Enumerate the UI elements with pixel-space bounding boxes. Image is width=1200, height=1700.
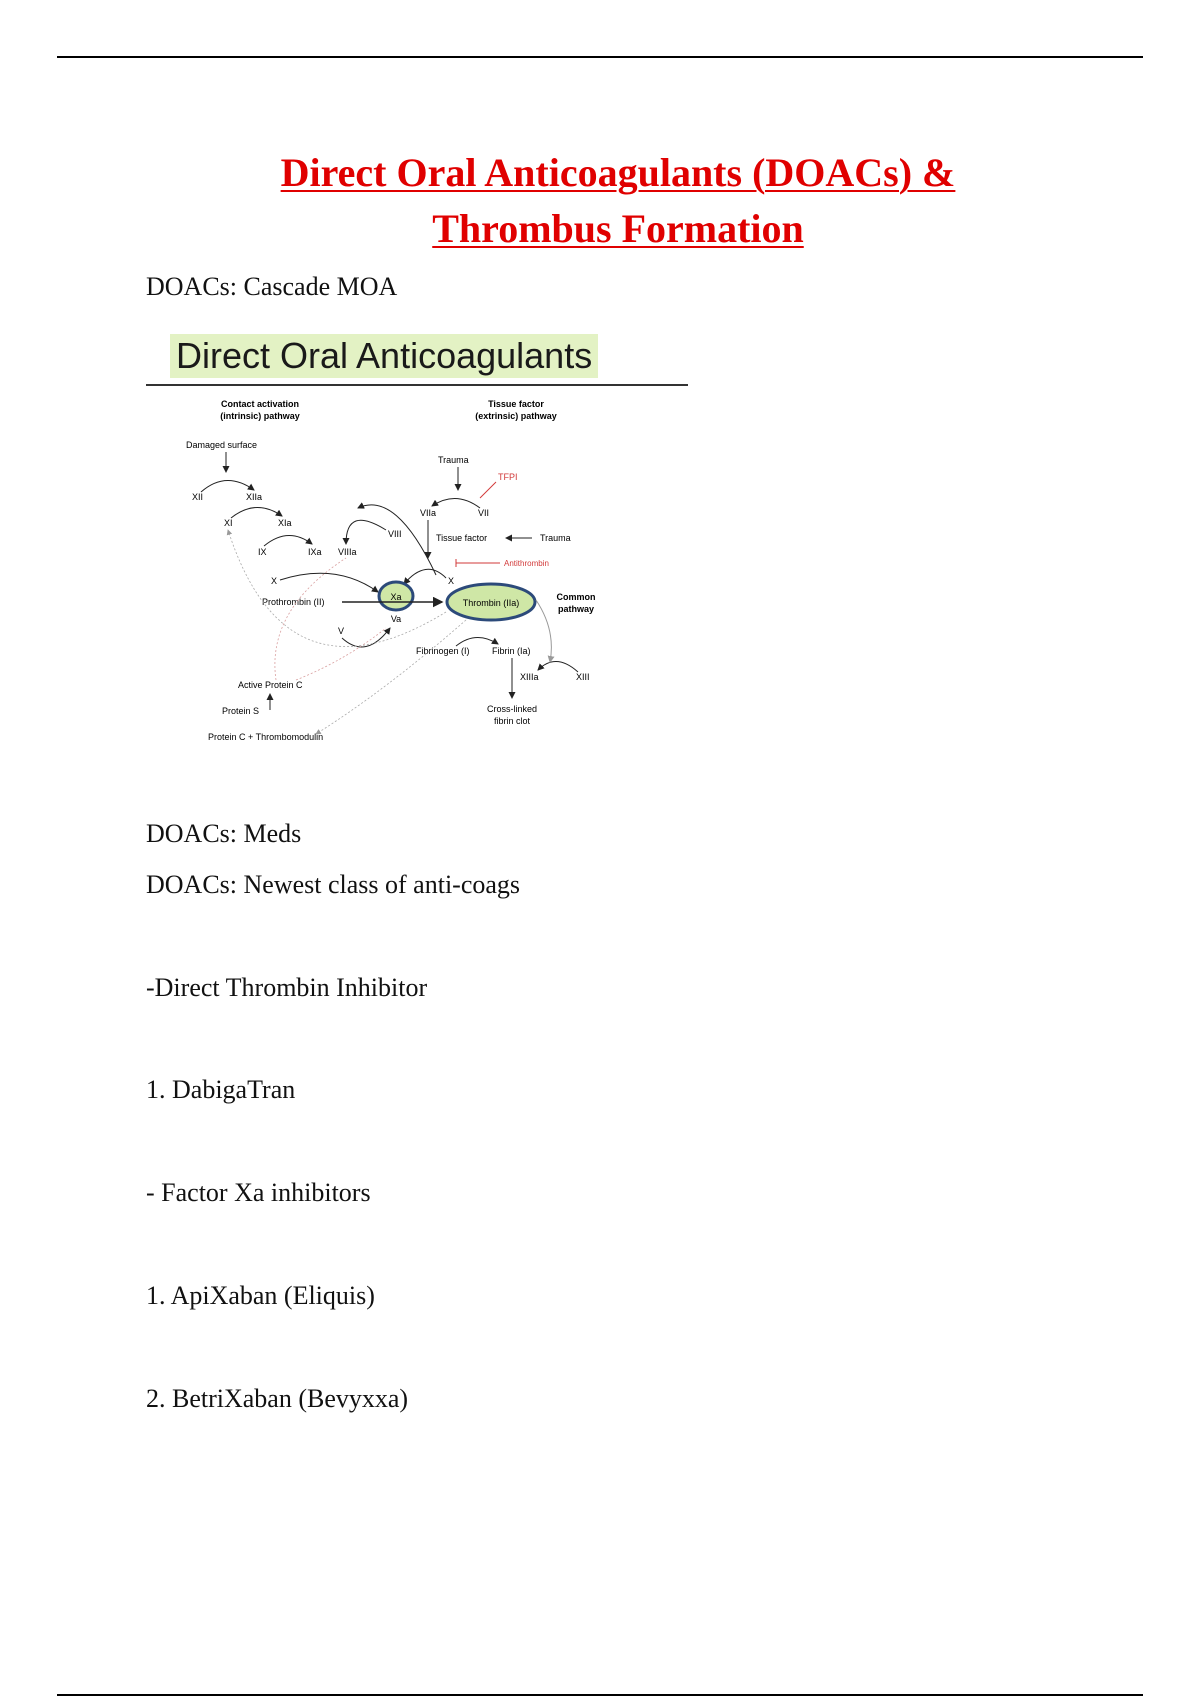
label-active-protein-c: Active Protein C xyxy=(238,680,303,690)
label-x-left: X xyxy=(271,576,278,586)
feedback-thrombin-pc xyxy=(316,620,466,734)
label-intrinsic-2: (intrinsic) pathway xyxy=(220,411,300,421)
label-damaged-surface: Damaged surface xyxy=(186,440,258,450)
arrow-xiii-xiiia xyxy=(538,661,578,672)
label-thrombin: Thrombin (IIa) xyxy=(462,598,520,608)
figure-title: Direct Oral Anticoagulants xyxy=(170,334,598,378)
label-trauma-2: Trauma xyxy=(540,533,571,543)
title-line-2: Thrombus Formation xyxy=(432,206,804,251)
label-common-1: Common xyxy=(556,592,596,602)
label-x-right: X xyxy=(448,576,455,586)
label-viia: VIIa xyxy=(420,508,437,518)
label-tfpi: TFPI xyxy=(498,472,518,482)
label-ixa: IXa xyxy=(308,547,322,557)
arrow-xi-xia xyxy=(231,507,282,518)
label-fibrin: Fibrin (Ia) xyxy=(492,646,531,656)
label-trauma-1: Trauma xyxy=(438,455,469,465)
label-xa: Xa xyxy=(390,592,402,602)
page-title xyxy=(0,145,1200,257)
label-xi: XI xyxy=(224,518,233,528)
label-extrinsic-2: (extrinsic) pathway xyxy=(475,411,557,421)
label-v: V xyxy=(338,626,345,636)
label-xia: XIa xyxy=(278,518,292,528)
dti-heading: -Direct Thrombin Inhibitor xyxy=(146,973,428,1002)
arrow-xii-xiia xyxy=(201,480,254,492)
label-crosslinked-1: Cross-linked xyxy=(486,704,538,714)
title-line-1: Direct Oral Anticoagulants (DOACs) & xyxy=(280,150,956,195)
label-viii: VIII xyxy=(388,529,402,539)
label-extrinsic-1: Tissue factor xyxy=(488,399,544,409)
bottom-rule xyxy=(57,1694,1143,1696)
dti-item-1: 1. DabigaTran xyxy=(146,1075,296,1104)
label-tissue-factor: Tissue factor xyxy=(436,533,488,543)
label-antithrombin: Antithrombin xyxy=(504,559,549,568)
arrow-vii-viia xyxy=(432,498,480,508)
label-vii: VII xyxy=(478,508,490,518)
top-rule xyxy=(57,56,1143,58)
label-intrinsic-1: Contact activation xyxy=(220,399,300,409)
inhibit-apc-viiia xyxy=(275,558,346,680)
label-xiia: XIIa xyxy=(246,492,263,502)
newest-class-text: DOACs: Newest class of anti-coags xyxy=(146,870,521,899)
cascade-diagram xyxy=(146,330,691,750)
label-xii: XII xyxy=(192,492,204,502)
arrow-ix-ixa xyxy=(264,535,312,546)
label-protein-s: Protein S xyxy=(222,706,260,716)
label-xiii: XIII xyxy=(576,672,590,682)
inhibit-tfpi xyxy=(480,482,496,498)
arrow-viii-viiia xyxy=(346,520,386,544)
label-ix: IX xyxy=(258,547,267,557)
xa-item-1: 1. ApiXaban (Eliquis) xyxy=(146,1281,375,1310)
cascade-heading: DOACs: Cascade MOA xyxy=(146,272,398,301)
arrow-fibrinogen-fibrin xyxy=(456,637,498,646)
label-fibrinogen: Fibrinogen (I) xyxy=(416,646,470,656)
label-prothrombin: Prothrombin (II) xyxy=(262,597,325,607)
label-crosslinked-2: fibrin clot xyxy=(493,716,531,726)
label-common-2: pathway xyxy=(557,604,595,614)
xa-heading: - Factor Xa inhibitors xyxy=(146,1178,371,1207)
label-va: Va xyxy=(390,614,402,624)
meds-heading: DOACs: Meds xyxy=(146,819,302,848)
label-protein-c-thrombomodulin: Protein C + Thrombomodulin xyxy=(208,732,324,742)
label-xiiia: XIIIa xyxy=(520,672,539,682)
coagulation-cascade-figure xyxy=(146,330,691,750)
arrow-x-xa-left xyxy=(280,573,378,592)
feedback-thrombin-xiii xyxy=(536,600,551,662)
arrow-x-xa-right xyxy=(404,569,446,584)
xa-item-2: 2. BetriXaban (Bevyxxa) xyxy=(146,1384,409,1413)
label-viiia: VIIIa xyxy=(338,547,357,557)
